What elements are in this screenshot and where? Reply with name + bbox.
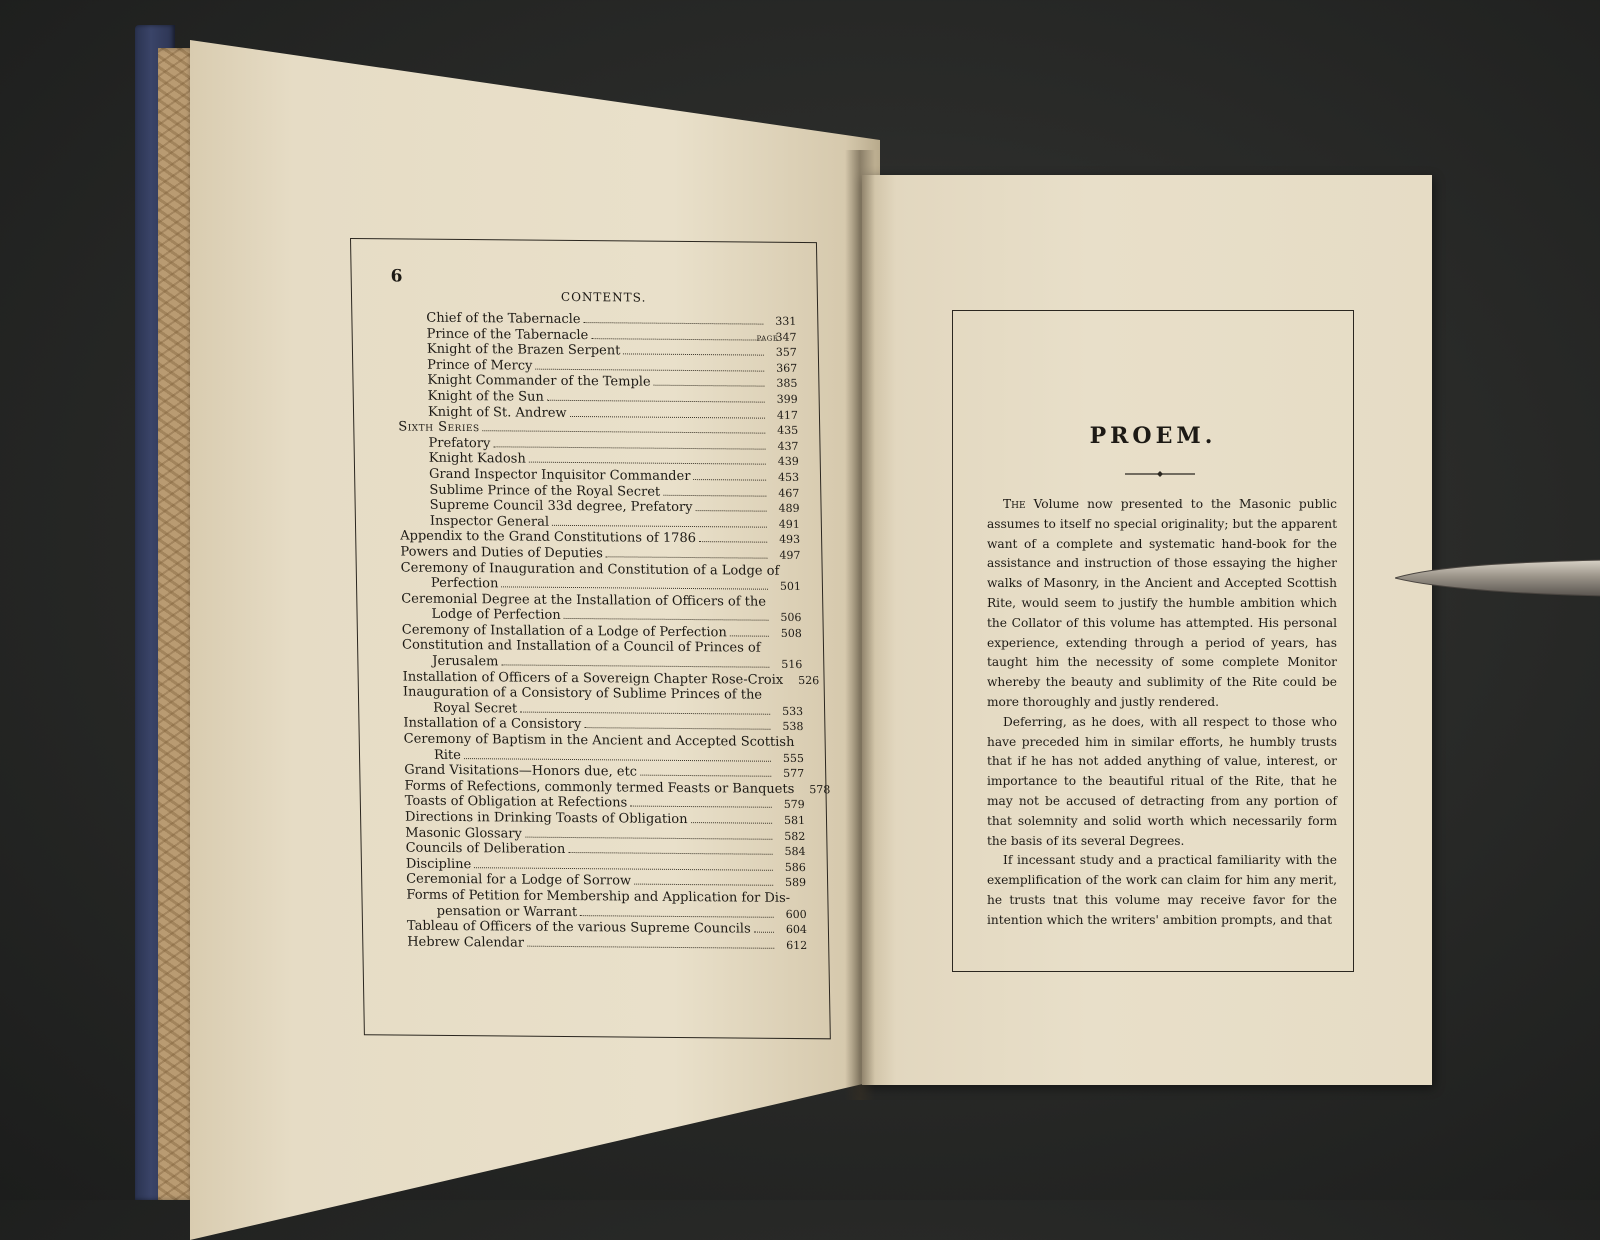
contents-entry-page: 516 [772, 657, 802, 673]
contents-entry-page [773, 688, 803, 704]
contents-entry-label: Inauguration of a Consistory of Sublime Princes of the [403, 685, 762, 704]
contents-entry-page: 491 [770, 516, 800, 532]
contents-entry-page: 533 [773, 704, 803, 720]
leader-dots [654, 375, 765, 387]
leader-dots [690, 812, 772, 824]
contents-entry-label: Constitution and Installation of a Council of Princes of [402, 638, 761, 657]
contents-entry-label: Sublime Prince of the Royal Secret [399, 482, 660, 500]
contents-entry-label: Prefatory [398, 435, 490, 451]
leader-dots [584, 718, 770, 731]
proem-paragraph-text: Volume now presented to the Masonic public assumes to itself no special originality; but the apparent want of a complete and systematic hand-book for the assistance and instruction of those essaying the higher walks of Masonry, in the Ancient and Accepted Scottish Rite, would seem to justify the humble ambition which the Collator of this volume has attempted. His personal experience, extending through a period of years, has taught him the necessity of some complete Monitor whereby the beauty and sublimity of the Rite could be more thoroughly and justly rendered. [987, 497, 1337, 709]
contents-entry-page: 501 [771, 579, 801, 595]
leader-dots [640, 765, 771, 777]
contents-entry-label: pensation or Warrant [407, 903, 578, 920]
contents-entry-label: Forms of Refections, commonly termed Feasts or Banquets [404, 778, 794, 797]
contents-entry-label: Toasts of Obligation at Refections [405, 794, 628, 812]
contents-entry-label: Lodge of Perfection [401, 607, 560, 624]
contents-entry-page: 578 [800, 782, 830, 798]
contents-list [396, 310, 807, 953]
contents-entry-page: 589 [776, 875, 806, 891]
proem-paragraph [987, 713, 1337, 852]
contents-entry-label: Forms of Petition for Membership and Application for Dis- [406, 888, 790, 907]
leader-dots [623, 344, 764, 356]
contents-entry-page: 581 [775, 813, 805, 829]
leader-dots [693, 469, 766, 481]
contents-entry-label: Ceremony of Installation of a Lodge of Perfection [402, 622, 727, 640]
proem-text [987, 495, 1337, 931]
contents-entry-page: 399 [768, 392, 798, 408]
contents-panel [350, 238, 839, 1042]
contents-entry-label: Knight of St. Andrew [398, 404, 567, 421]
contents-entry-page: 489 [769, 501, 799, 517]
contents-entry-page: 584 [775, 844, 805, 860]
contents-entry-page: 385 [767, 376, 797, 392]
book-gutter [845, 150, 875, 1100]
leader-dots [483, 420, 766, 433]
contents-entry-label: Ceremonial for a Lodge of Sorrow [406, 872, 631, 890]
contents-entry-page: 493 [770, 532, 800, 548]
contents-entry-page: 600 [777, 906, 807, 922]
contents-entry-label: Rite [404, 747, 461, 763]
contents-entry-label: Royal Secret [403, 700, 517, 717]
contents-entry-page: 579 [775, 797, 805, 813]
leader-dots [765, 688, 770, 698]
leader-dots [699, 531, 767, 543]
leader-dots [754, 922, 774, 933]
page-number: 6 [390, 266, 402, 286]
proem-panel [952, 310, 1354, 972]
contents-entry-label: Chief of the Tabernacle [396, 310, 580, 327]
contents-entry-label: Grand Visitations—Honors due, etc [404, 763, 637, 781]
contents-entry-label: Prince of Mercy [397, 357, 532, 374]
leader-dots [520, 701, 770, 714]
contents-entry-page: 453 [769, 470, 799, 486]
contents-entry-label: Appendix to the Grand Constitutions of 1786 [400, 529, 696, 547]
contents-entry-page [772, 594, 802, 610]
ornament-rule-icon [1125, 471, 1195, 477]
contents-entry-page [796, 891, 826, 907]
leader-dots [634, 874, 773, 886]
contents-entry-label: Installation of Officers of a Sovereign Chapter Rose-Croix [403, 669, 784, 688]
leader-dots [606, 546, 768, 558]
contents-entry-label: Hebrew Calendar [407, 934, 524, 951]
leader-dots [501, 576, 768, 589]
contents-entry-page [785, 563, 815, 579]
leader-dots [730, 625, 769, 636]
contents-entry-label: Ceremonial Degree at the Installation of Officers of the [401, 591, 766, 610]
contents-entry-page: 497 [770, 548, 800, 564]
contents-entry-page: 331 [766, 314, 796, 330]
leader-dots [501, 654, 769, 667]
leader-dots [493, 436, 765, 449]
contents-entry-label: Masonic Glossary [405, 825, 522, 842]
contents-entry-page: 506 [771, 610, 801, 626]
leader-dots [591, 328, 763, 341]
leader-dots [580, 905, 774, 918]
contents-entry-page: 437 [768, 438, 798, 454]
marbled-endpaper [158, 48, 194, 1200]
contents-entry-label: Discipline [406, 856, 472, 872]
leader-dots [568, 842, 772, 855]
contents-entry-page: 612 [777, 938, 807, 954]
contents-entry-page: 577 [774, 766, 804, 782]
proem-lead-word: The [1003, 497, 1026, 511]
contents-entry-label: Knight of the Sun [398, 388, 544, 405]
contents-entry-page: 367 [767, 360, 797, 376]
contents-entry-page [772, 641, 802, 657]
contents-entry-page: 586 [776, 860, 806, 876]
contents-entry-page: 508 [772, 626, 802, 642]
contents-entry-page [800, 735, 830, 751]
contents-entry-page: 538 [773, 719, 803, 735]
contents-entry-label: Ceremony of Baptism in the Ancient and Accepted Scottish [404, 732, 795, 751]
leader-dots [552, 515, 767, 528]
contents-entry-label: Knight Kadosh [399, 451, 526, 468]
leader-dots [695, 500, 766, 512]
page-column-label: PAGE [757, 335, 779, 343]
contents-entry-page: 604 [777, 922, 807, 938]
leader-dots [764, 641, 770, 651]
contents-entry-label: Councils of Deliberation [406, 841, 566, 858]
letter-opener-blade [1395, 556, 1600, 600]
leader-dots [464, 748, 771, 762]
leader-dots [583, 312, 763, 325]
proem-paragraph-text: If incessant study and a practical familiarity with the exemplification of the work can claim for him any merit, he trusts tnat this volume may receive favor for the intention which the writers' ambition prompts, and that [987, 853, 1337, 926]
leader-dots [564, 608, 769, 621]
leader-dots [569, 406, 765, 419]
contents-entry-label: Prince of the Tabernacle [397, 326, 589, 343]
proem-paragraph [987, 851, 1337, 930]
contents-entry-label: Supreme Council 33d degree, Prefatory [400, 498, 693, 516]
contents-entry-label: Knight Commander of the Temple [397, 373, 650, 391]
contents-entry-label: Directions in Drinking Toasts of Obligation [405, 810, 688, 828]
contents-entry-page: 555 [774, 750, 804, 766]
contents-entry-label: Ceremony of Inauguration and Constitution of a Lodge of [401, 560, 780, 579]
contents-entry-page: 439 [769, 454, 799, 470]
leader-dots [630, 796, 772, 808]
contents-title: CONTENTS. [561, 290, 647, 305]
contents-entry-page: 357 [767, 345, 797, 361]
contents-entry-label: Powers and Duties of Deputies [400, 544, 603, 561]
contents-entry-page: 582 [775, 828, 805, 844]
contents-entry-page: 347 [766, 329, 796, 345]
contents-entry-label: Perfection [401, 576, 499, 592]
leader-dots [525, 826, 773, 839]
contents-entry-label: Grand Inspector Inquisitor Commander [399, 466, 691, 484]
contents-entry-label: Installation of a Consistory [403, 716, 581, 733]
proem-title: PROEM. [953, 423, 1353, 449]
contents-entry-page: 467 [769, 485, 799, 501]
contents-entry-label: Tableau of Officers of the various Supreme Councils [407, 919, 751, 938]
leader-dots [474, 857, 773, 871]
contents-entry-page: 526 [789, 673, 819, 689]
leader-dots [527, 935, 774, 948]
contents-entry-page: 435 [768, 423, 798, 439]
contents-entry-label: Sixth Series [398, 420, 480, 436]
contents-entry-label: Inspector General [400, 513, 549, 530]
proem-paragraph [987, 495, 1337, 713]
contents-entry-label: Knight of the Brazen Serpent [397, 342, 621, 360]
leader-dots [535, 358, 764, 371]
proem-paragraph-text: Deferring, as he does, with all respect to those who have preceded him in similar efforts, he humbly trusts that if he has not added anything of value, interest, or importance to the beautiful ritual of the Rite, that he may not be accused of detracting from any portion of that solemnity and solid worth which necessarily form the basis of its several Degrees. [987, 715, 1337, 848]
contents-entry-label: Jerusalem [402, 654, 498, 670]
leader-dots [663, 484, 766, 496]
leader-dots [547, 390, 765, 403]
leader-dots [529, 452, 766, 465]
contents-entry-page: 417 [768, 407, 798, 423]
